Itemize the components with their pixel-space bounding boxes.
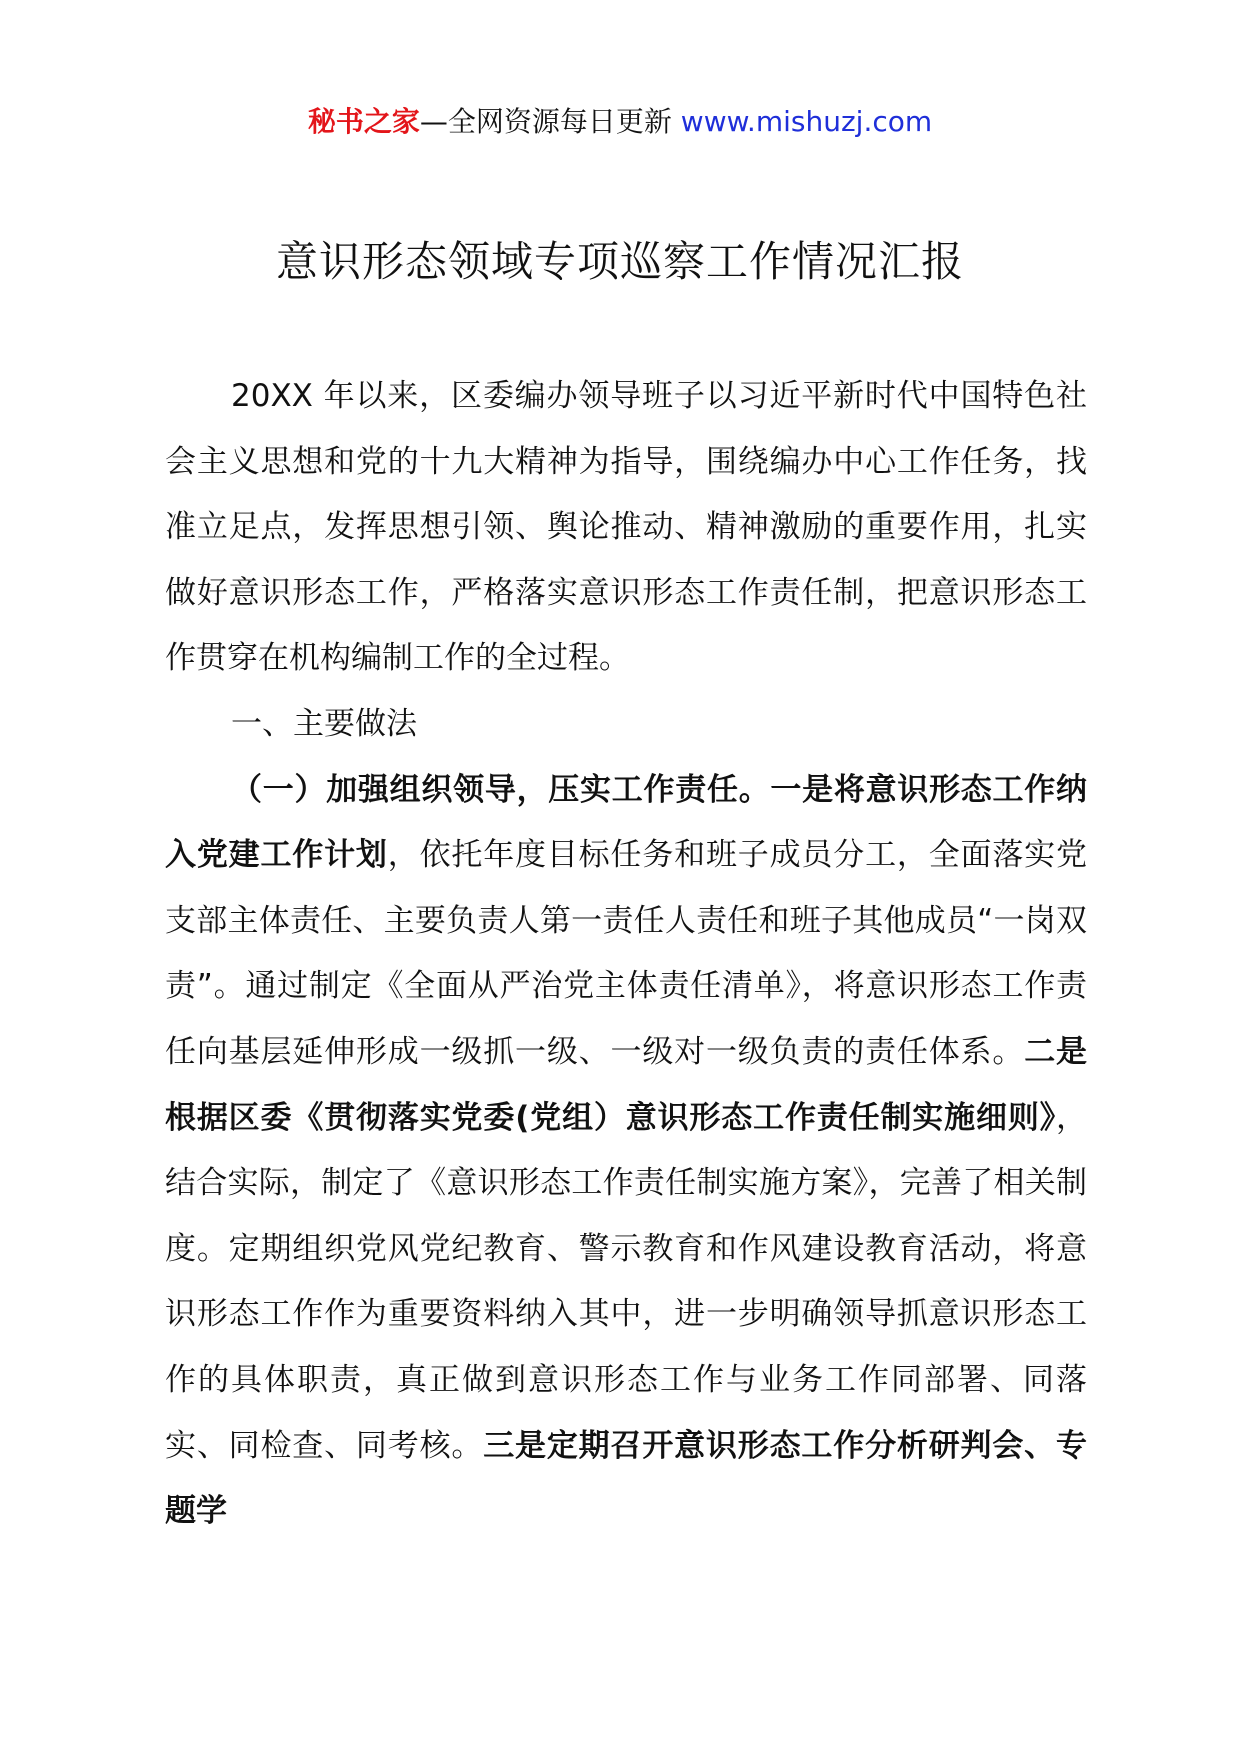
section-heading: 一、主要做法 <box>231 705 417 742</box>
document-body <box>165 364 1087 1545</box>
paragraph-text-2: ，结合实际，制定了《意识形态工作责任制实施方案》，完善了相关制度。定期组织党风党纪教育、警示教育和作风建设教育活动，将意识形态工作作为重要资料纳入其中，进一步明确领导抓意识形态工作的具体职责，真正做到意识形态工作与业务工作同部署、同落实、同检查、同考核。 <box>165 1099 1087 1464</box>
bold-lead-1: （一）加强组织领导，压实工作责任。一是将意识形态工作纳入党建工作计划 <box>165 771 1087 874</box>
header-tagline: —全网资源每日更新 <box>419 105 672 138</box>
site-url[interactable]: www.mishuzj.com <box>680 105 933 138</box>
document-title: 意识形态领域专项巡察工作情况汇报 <box>275 237 964 286</box>
paragraph-text-1: ，依托年度目标任务和班子成员分工，全面落实党支部主体责任、主要负责人第一责任人责任和班子其他成员“一岗双责”。通过制定《全面从严治党主体责任清单》，将意识形态工作责任向基层延伸形成一级抓一级、一级对一级负责的责任体系。 <box>165 837 1087 1070</box>
page-header <box>0 102 1240 142</box>
bold-lead-3: 三是定期召开意识形态工作分析研判会、专题学 <box>165 1427 1088 1530</box>
brand-name: 秘书之家 <box>307 105 420 138</box>
bold-lead-2: 二是根据区委《贯彻落实党委(党组）意识形态工作责任制实施细则》 <box>165 1033 1088 1136</box>
section-paragraph <box>165 758 1087 1545</box>
intro-paragraph: 20XX 年以来，区委编办领导班子以习近平新时代中国特色社会主义思想和党的十九大精神为指导，围绕编办中心工作任务，找准立足点，发挥思想引领、舆论推动、精神激励的重要作用，扎实做好意识形态工作，严格落实意识形态工作责任制，把意识形态工作贯穿在机构编制工作的全过程。 <box>165 378 1087 677</box>
